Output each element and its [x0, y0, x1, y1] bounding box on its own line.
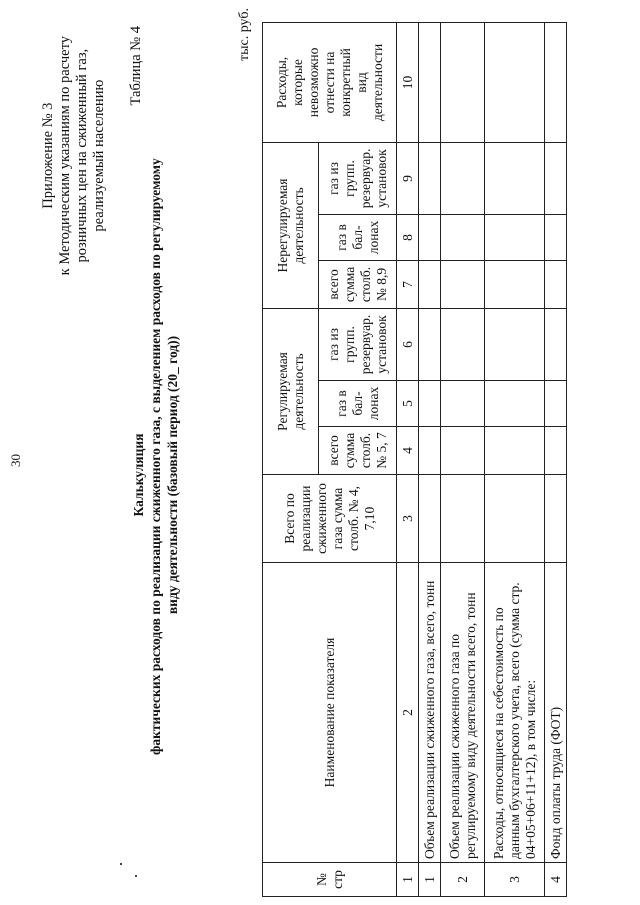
appendix-line-3: розничных цен на сжиженный газ, [74, 48, 90, 263]
scan-speck [135, 875, 137, 877]
header-indicator-name: Наименование показателя [263, 563, 397, 863]
col-num-cell: 9 [397, 142, 419, 214]
table-number: Таблица № 4 [128, 26, 144, 106]
row-name: Объем реализации сжиженного газа, всего, тонн [419, 563, 441, 863]
title-line-1: Калькуляция [131, 433, 146, 517]
header-reg-total: всего сумма столб. № 5, 7 [319, 427, 397, 475]
header-unreg-cylinders: газ в бал- лонах [319, 214, 397, 260]
col-num-cell: 3 [397, 475, 419, 563]
col-num-cell: 7 [397, 260, 419, 308]
row-number: 4 [545, 863, 567, 897]
appendix-line-2: к Методическим указаниям по расчету [57, 36, 73, 276]
header-unregulated: Нерегулируемая деятельность [263, 142, 319, 308]
col-num-cell: 6 [397, 308, 419, 380]
row-number: 2 [441, 863, 485, 897]
row-name: Объем реализации сжиженного газа по регулируемому виду деятельности всего, тонн [441, 563, 485, 863]
header-reg-tanks: газ из групп. резервуар. установок [319, 308, 397, 380]
row-number: 1 [419, 863, 441, 897]
header-unreg-tanks: газ из групп. резервуар. установок [319, 142, 397, 214]
row-name: Расходы, относящиеся на себестоимость по данным бухгалтерского учета, всего (сумма стр. 04+05+06+11+12), в том числе: [485, 563, 545, 863]
header-row-number: № стр [263, 863, 397, 897]
appendix-heading [40, 36, 108, 275]
col-num-cell: 5 [397, 381, 419, 427]
unit-label: тыс. руб. [237, 8, 252, 61]
col-num-cell: 10 [397, 22, 419, 142]
col-num-cell: 1 [397, 863, 419, 897]
scan-speck [120, 863, 122, 865]
appendix-line-1: Приложение № 3 [40, 102, 56, 209]
header-regulated: Регулируемая деятельность [263, 308, 319, 474]
column-number-row [397, 22, 419, 896]
page-number: 30 [8, 454, 23, 467]
header-reg-cylinders: газ в бал- лонах [319, 381, 397, 427]
title-line-2: фактических расходов по реализации сжиженного газа, с выделением расходов по регулируемому [148, 158, 163, 755]
row-name: Фонд оплаты труда (ФОТ) [545, 563, 567, 863]
header-total: Всего по реализации сжиженного газа сумма столб. № 4, 7,10 [263, 475, 397, 563]
header-non-attributable: Расходы, которые невозможно отнести на конкретный вид деятельности [263, 22, 397, 142]
table-row [441, 22, 485, 896]
title-line-3: виду деятельности (базовый период (20_ год)) [165, 335, 180, 615]
row-number: 3 [485, 863, 545, 897]
col-num-cell: 8 [397, 214, 419, 260]
col-num-cell: 4 [397, 427, 419, 475]
calculation-table [262, 22, 567, 897]
col-num-cell: 2 [397, 563, 419, 863]
document-title [130, 158, 181, 755]
appendix-line-4: реализуемый населению [91, 79, 107, 232]
header-unreg-total: всего сумма столб. № 8,9 [319, 260, 397, 308]
table-row [419, 22, 441, 896]
table-row [485, 22, 545, 896]
table-row [545, 22, 567, 896]
